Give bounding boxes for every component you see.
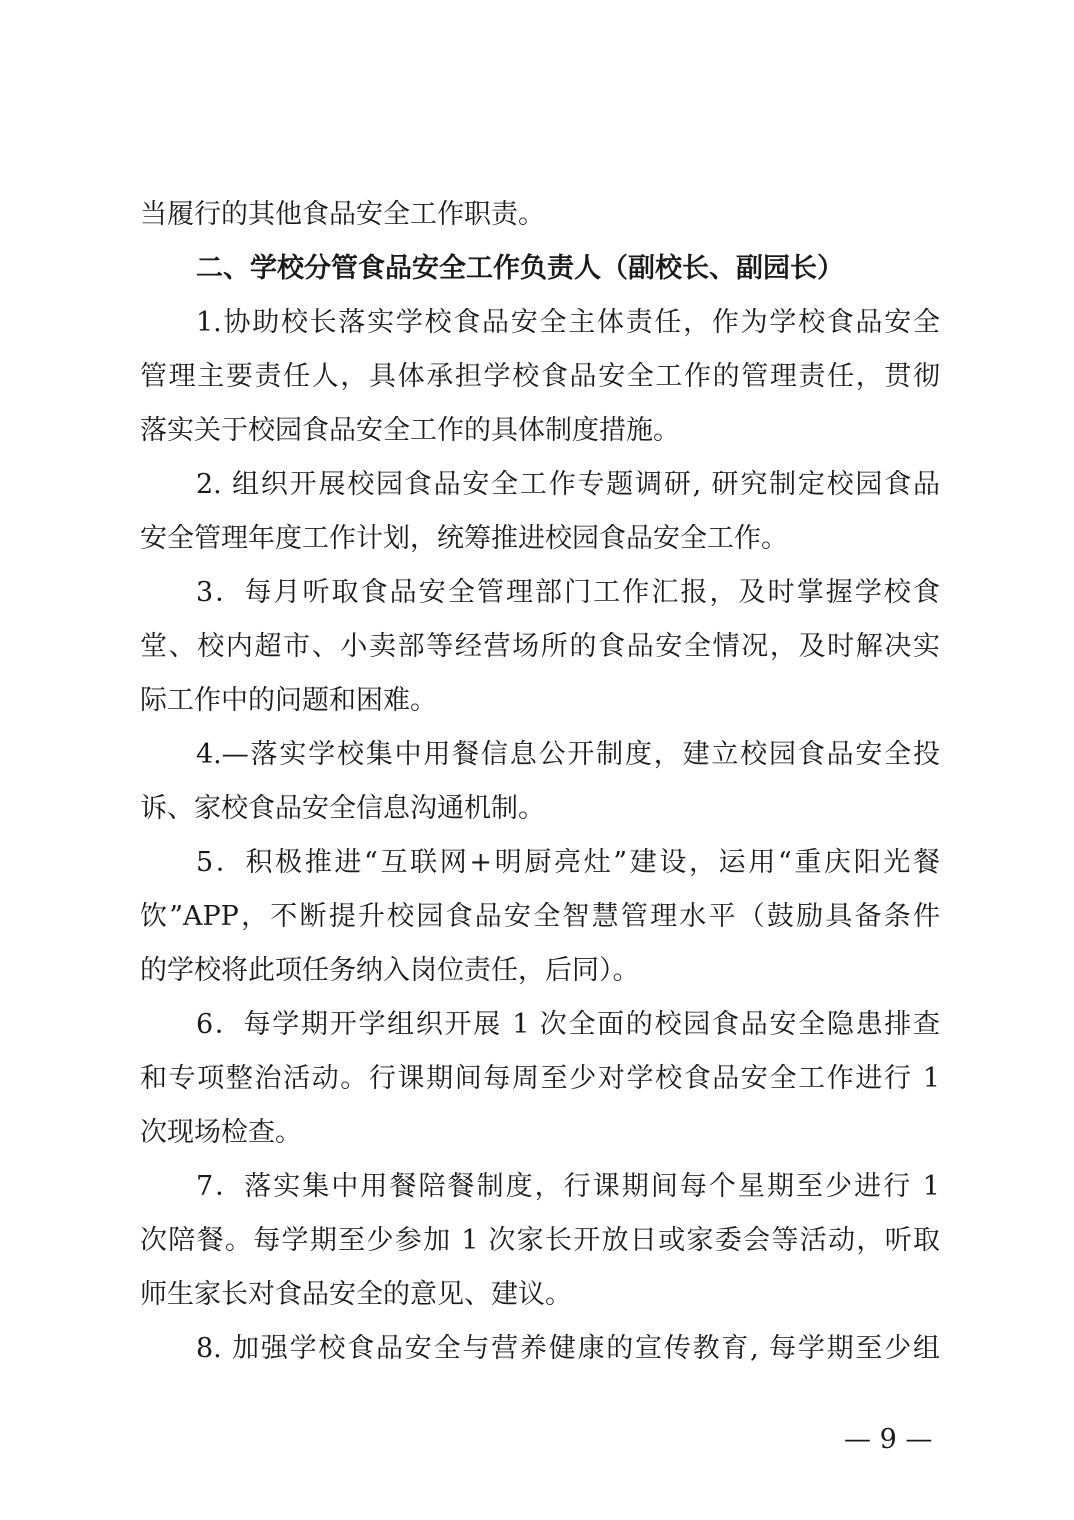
text-line: 7．落实集中用餐陪餐制度，行课期间每个星期至少进行 1 [196, 1171, 940, 1202]
text-line: 次陪餐。每学期至少参加 1 次家长开放日或家委会等活动，听取 [140, 1225, 940, 1256]
section-heading: 二、学校分管食品安全工作负责人（副校长、副园长） [196, 253, 844, 284]
text-line: 2. 组织开展校园食品安全工作专题调研, 研究制定校园食品 [196, 469, 940, 500]
text-line: 1.协助校长落实学校食品安全主体责任，作为学校食品安全 [196, 307, 940, 338]
text-line: 际工作中的问题和困难。 [140, 685, 437, 716]
text-line: 和专项整治活动。行课期间每周至少对学校食品安全工作进行 1 [140, 1063, 940, 1094]
text-line: 落实关于校园食品安全工作的具体制度措施。 [140, 415, 680, 446]
text-line: 管理主要责任人，具体承担学校食品安全工作的管理责任，贯彻 [140, 361, 940, 392]
text-line: 的学校将此项任务纳入岗位责任，后同）。 [140, 955, 640, 986]
text-line: 8. 加强学校食品安全与营养健康的宣传教育, 每学期至少组 [196, 1333, 940, 1364]
document-body [140, 188, 940, 1376]
text-line: 3．每月听取食品安全管理部门工作汇报，及时掌握学校食 [196, 577, 940, 608]
text-line: 饮”APP，不断提升校园食品安全智慧管理水平（鼓励具备条件 [140, 901, 940, 932]
text-line: 4.—落实学校集中用餐信息公开制度，建立校园食品安全投 [196, 739, 940, 770]
text-line: 当履行的其他食品安全工作职责。 [140, 199, 545, 230]
page-number: — 9 — [844, 1424, 933, 1455]
text-line: 次现场检查。 [140, 1117, 302, 1148]
text-line: 师生家长对食品安全的意见、建议。 [140, 1279, 572, 1310]
text-line: 6．每学期开学组织开展 1 次全面的校园食品安全隐患排查 [196, 1009, 940, 1040]
text-line: 安全管理年度工作计划，统筹推进校园食品安全工作。 [140, 523, 788, 554]
text-line: 堂、校内超市、小卖部等经营场所的食品安全情况，及时解决实 [140, 631, 940, 662]
text-line: 诉、家校食品安全信息沟通机制。 [140, 793, 545, 824]
text-line: 5．积极推进“互联网+明厨亮灶”建设，运用“重庆阳光餐 [196, 847, 940, 878]
